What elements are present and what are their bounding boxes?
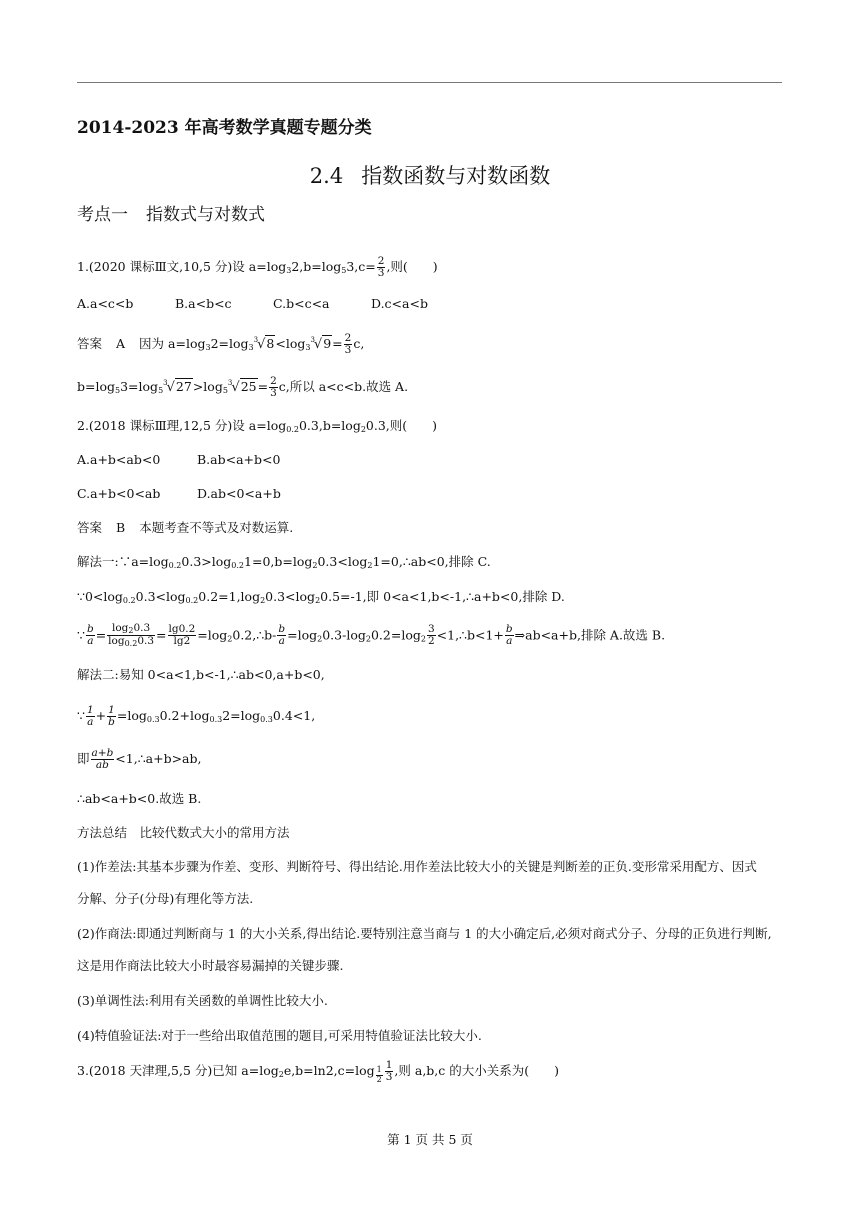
fraction: $\frac{2}{3}$: [377, 255, 385, 280]
fraction: $\frac{3}{2}$: [427, 623, 435, 648]
fraction: $\frac{2}{3}$: [270, 375, 277, 400]
q2-solution2-line1: 解法二:易知 0<a<1,b<-1,∴ab<0,a+b<0,: [77, 667, 325, 682]
page-footer: 第 1 页 共 5 页: [387, 1132, 473, 1147]
q2-options-row2: [77, 486, 281, 501]
q2-solution1-line1: 解法一$:\because a=\log_{0.2}0.3>\log_{0.2}1=0,b=\log_20.3<\log_21=0,\therefore ab<0$,排除 C.: [77, 554, 491, 570]
q2-option-a: A.a+b<ab<0: [77, 452, 161, 467]
fraction: $\frac{b}{a}$: [505, 623, 513, 648]
fraction: $\frac{1}{3}$: [385, 1059, 393, 1084]
cube-root: $^3$√8: [253, 336, 275, 353]
method-3: (3)单调性法:利用有关函数的单调性比较大小.: [77, 993, 328, 1008]
fraction: $\frac{b}{a}$: [86, 623, 94, 648]
fraction: 1 2: [376, 1065, 382, 1084]
q1-option-a: A.a<c<b: [77, 296, 134, 311]
series-title: 2014-2023 年高考数学真题专题分类: [77, 118, 372, 138]
q2-option-c: C.a+b<0<ab: [77, 486, 161, 501]
section-name: 指数函数与对数函数: [361, 164, 551, 188]
q2-solution2-line3: 即 $\frac{a+b}{ab}$ <1,∴a+b>ab,: [77, 747, 202, 772]
section-number: 2.4: [309, 164, 344, 188]
method-2-line2: 这是用作商法比较大小时最容易漏掉的关键步骤.: [77, 958, 344, 973]
q1-options: [77, 296, 428, 311]
cube-root: $^3$√9: [310, 336, 332, 353]
method-4: (4)特值验证法:对于一些给出取值范围的题目,可采用特值验证法比较大小.: [77, 1028, 482, 1043]
method-summary-heading: 方法总结 比较代数式大小的常用方法: [77, 825, 290, 840]
cube-root: $^3$√25: [227, 379, 257, 396]
method-1-line2: 分解、分子(分母)有理化等方法.: [77, 891, 254, 906]
q2-option-d: D.ab<0<a+b: [197, 486, 281, 501]
fraction: $\frac{b}{a}$: [278, 623, 286, 648]
fraction: $\frac{1}{a}$: [86, 704, 94, 729]
fraction: $\frac{\log_20.3}{\log_{0.2}0.3}$: [108, 622, 155, 649]
q2-solution1-line3: ∵ $\frac{b}{a}$ = $\frac{\log_20.3}{\log_{0.2}0.3}$ = $\frac{\lg 0.2}{\lg 2}$ $=\log_20.2,\therefore b-$ $\frac{b}{a}$ $=\log_20.3-\log_20.2=\log_2$ $\frac{3}{2}$ <1,∴b<1+ $\frac{b}{a}$ ⇒ab<a+b,排除 A.故选 B.: [77, 622, 666, 649]
q2-solution2-line2: ∵ $\frac{1}{a}$ + $\frac{1}{b}$ $=\log_{0.3}0.2+\log_{0.3}2=\log_{0.3}0.4<1$,: [77, 704, 316, 729]
fraction: $\frac{\lg 0.2}{\lg 2}$: [168, 623, 196, 648]
header-rule: [77, 82, 782, 83]
q2-solution2-line4: ∴ab<a+b<0.故选 B.: [77, 791, 202, 806]
q2-answer: 答案 B 本题考查不等式及对数运算.: [77, 520, 294, 535]
q1-option-d: D.c<a<b: [371, 296, 428, 311]
section-title: [0, 160, 860, 190]
q2-options-row1: [77, 452, 280, 467]
q1-answer-line1: 答案 A 因为 $a=\log_32=\log_3^3√8<\log_3^3√9=$ $\frac{2}{3}$ c,: [77, 332, 365, 357]
q2-option-b: B.ab<a+b<0: [197, 452, 281, 467]
method-2-line1: (2)作商法:即通过判断商与 1 的大小关系,得出结论.要特别注意当商与 1 的大小确定后,必须对商式分子、分母的正负进行判断,: [77, 926, 772, 941]
q3-stem: 3.(2018 天津理,5,5 分)已知 $a=\log_2e,b=\ln 2,c=\log$ $_{\frac{1}{2}}$ $\frac{1}{3}$ ,则 a,b,c 的大小关系为( ): [77, 1059, 559, 1084]
fraction: $\frac{1}{b}$: [108, 704, 115, 729]
fraction: $\frac{2}{3}$: [344, 332, 352, 357]
q2-stem: 2.(2018 课标Ⅲ理,12,5 分)设 $a=\log_{0.2}0.3,b=\log_20.3$,则( ): [77, 418, 438, 434]
q1-stem: 1.(2020 课标Ⅲ文,10,5 分)设 $a=\log_32,b=\log_53,c=$ $\frac{2}{3}$ ,则( ): [77, 255, 438, 280]
fraction: $\frac{a+b}{ab}$: [91, 747, 114, 772]
method-1-line1: (1)作差法:其基本步骤为作差、变形、判断符号、得出结论.用作差法比较大小的关键是判断差的正负.变形常采用配方、因式: [77, 859, 757, 874]
q1-answer-line2: $b=\log_53=\log_5^3√27>\log_5^3√25=$ $\frac{2}{3}$ c,所以 a<c<b.故选 A.: [77, 375, 409, 400]
q1-option-b: B.a<b<c: [175, 296, 232, 311]
q2-solution1-line2: $\because 0<\log_{0.2}0.3<\log_{0.2}0.2=1,\log_20.3<\log_20.5=-1$,即 0<a<1,b<-1,∴a+b<0,排除 D.: [77, 589, 565, 605]
topic-heading: 考点一 指数式与对数式: [77, 205, 265, 225]
cube-root: $^3$√27: [163, 379, 192, 396]
q1-option-c: C.b<c<a: [273, 296, 330, 311]
